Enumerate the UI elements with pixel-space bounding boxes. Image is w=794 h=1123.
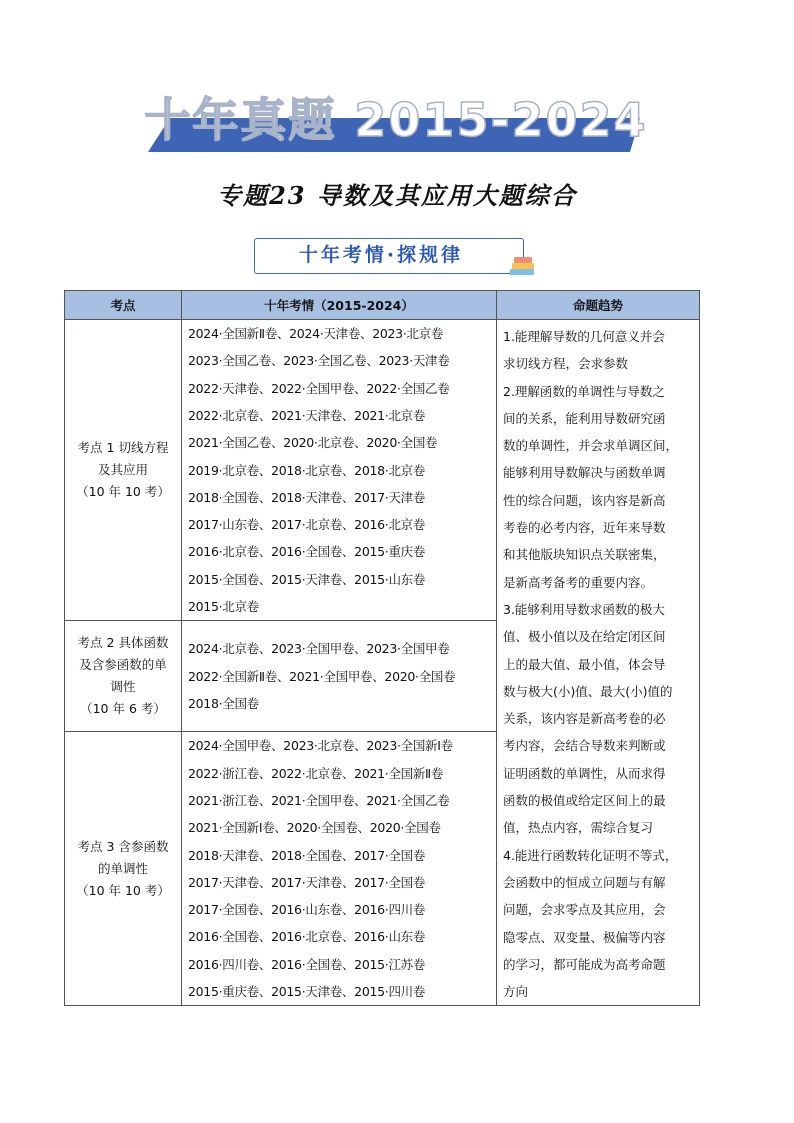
trend-line: 能够利用导数解决与函数单调 — [503, 465, 666, 481]
title-banner — [0, 0, 794, 170]
trend-line: 考内容，会结合导数来判断或 — [503, 738, 666, 754]
year-line: 2024·全国甲卷、2023·北京卷、2023·全国新Ⅰ卷 — [188, 738, 453, 754]
header-topic: 考点 — [65, 291, 182, 320]
topic-cell — [65, 621, 182, 732]
years-cell — [182, 621, 497, 732]
years-cell — [182, 732, 497, 1006]
topic-cell — [65, 320, 182, 621]
year-line: 2024·北京卷、2023·全国甲卷、2023·全国甲卷 — [188, 641, 450, 657]
topic-line: （10 年 10 考） — [76, 882, 170, 898]
year-line: 2017·全国卷、2016·山东卷、2016·四川卷 — [188, 902, 426, 918]
topic-line: （10 年 6 考） — [80, 701, 166, 717]
year-line: 2016·北京卷、2016·全国卷、2015·重庆卷 — [188, 544, 426, 560]
years-cell — [182, 320, 497, 621]
year-line: 2023·全国乙卷、2023·全国乙卷、2023·天津卷 — [188, 353, 450, 369]
trend-line: 性的综合问题，该内容是新高 — [503, 492, 666, 508]
year-line: 2022·浙江卷、2022·北京卷、2021·全国新Ⅱ卷 — [188, 765, 444, 781]
topic-line: 调性 — [110, 679, 136, 695]
trend-line: 2.理解函数的单调性与导数之 — [503, 383, 665, 399]
year-line: 2018·全国卷、2018·天津卷、2017·天津卷 — [188, 489, 426, 505]
subtitle-box — [254, 238, 524, 274]
year-line: 2021·浙江卷、2021·全国甲卷、2021·全国乙卷 — [188, 793, 450, 808]
trend-line: 3.能够利用导数求函数的极大 — [503, 601, 665, 617]
banner-graphic — [0, 0, 794, 170]
trend-line: 方向 — [503, 984, 529, 1000]
year-line: 2024·全国新Ⅱ卷、2024·天津卷、2023·北京卷 — [188, 326, 444, 342]
year-line: 2017·天津卷、2017·天津卷、2017·全国卷 — [188, 874, 426, 890]
subtitle-text: 十年考情·探规律 — [298, 244, 464, 266]
trend-line: 函数的极值或给定区间上的最 — [503, 793, 666, 809]
trend-line: 4.能进行函数转化证明不等式， — [503, 847, 678, 863]
trend-line: 数的单调性，并会求单调区间， — [503, 438, 679, 454]
year-line: 2015·全国卷、2015·天津卷、2015·山东卷 — [188, 571, 426, 587]
trend-line: 值，热点内容，需综合复习 — [503, 820, 654, 836]
year-line: 2022·全国新Ⅱ卷、2021·全国甲卷、2020·全国卷 — [188, 668, 456, 684]
topic-line: 考点 3 含参函数 — [77, 838, 169, 854]
trend-line: 关系，该内容是新高考卷的必 — [503, 711, 666, 727]
trend-line: 数与极大(小)值、最大(小)值的 — [503, 683, 673, 699]
topic-line: （10 年 10 考） — [76, 484, 170, 500]
year-line: 2021·全国乙卷、2020·北京卷、2020·全国卷 — [188, 435, 438, 451]
year-line: 2018·天津卷、2018·全国卷、2017·全国卷 — [188, 847, 426, 863]
year-line: 2022·天津卷、2022·全国甲卷、2022·全国乙卷 — [188, 380, 450, 396]
trend-line: 1.能理解导数的几何意义并会 — [503, 329, 665, 344]
header-years: 十年考情（2015-2024） — [182, 291, 497, 320]
topic-line: 的单调性 — [97, 860, 148, 876]
trend-line: 隐零点、双变量、极偏等内容 — [503, 929, 666, 945]
trend-line: 上的最大值、最小值，体会导 — [503, 656, 666, 672]
year-line: 2021·全国新Ⅰ卷、2020·全国卷、2020·全国卷 — [188, 820, 441, 836]
topic-line: 考点 1 切线方程 — [77, 440, 169, 456]
topic-line: 及含参函数的单 — [79, 657, 167, 673]
trend-line: 间的关系，能利用导数研究函 — [503, 410, 666, 426]
trend-cell — [497, 320, 700, 1006]
trend-line: 证明函数的单调性，从而求得 — [503, 765, 666, 781]
year-line: 2015·北京卷 — [188, 599, 259, 615]
trend-line: 和其他版块知识点关联密集， — [503, 547, 666, 563]
year-line: 2018·全国卷 — [188, 696, 259, 711]
year-line: 2016·全国卷、2016·北京卷、2016·山东卷 — [188, 929, 426, 945]
exam-table — [64, 290, 700, 1006]
table-row — [65, 320, 700, 621]
trend-line: 求切线方程，会求参数 — [503, 356, 629, 372]
topic-title: 专题23 导数及其应用大题综合 — [217, 181, 577, 210]
year-line: 2016·四川卷、2016·全国卷、2015·江苏卷 — [188, 956, 426, 972]
banner-text: 十年真题 2015-2024 — [144, 93, 648, 147]
year-line: 2022·北京卷、2021·天津卷、2021·北京卷 — [188, 407, 426, 423]
trend-line: 的学习，都可能成为高考命题 — [503, 956, 666, 972]
trend-line: 值、极小值以及在给定闭区间 — [503, 629, 666, 645]
year-line: 2015·重庆卷、2015·天津卷、2015·四川卷 — [188, 984, 426, 1000]
header-trend: 命题趋势 — [497, 291, 700, 320]
trend-line: 是新高考备考的重要内容。 — [503, 574, 654, 590]
trend-line: 会函数中的恒成立问题与有解 — [503, 874, 666, 890]
topic-cell — [65, 732, 182, 1006]
year-line: 2019·北京卷、2018·北京卷、2018·北京卷 — [188, 462, 426, 478]
trend-line: 考卷的必考内容，近年来导数 — [503, 520, 666, 536]
trend-line: 问题，会求零点及其应用，会 — [503, 902, 666, 918]
books-icon — [508, 255, 538, 277]
table-header-row — [65, 291, 700, 320]
topic-line: 考点 2 具体函数 — [77, 635, 169, 651]
topic-line: 及其应用 — [97, 462, 148, 478]
year-line: 2017·山东卷、2017·北京卷、2016·北京卷 — [188, 517, 426, 533]
